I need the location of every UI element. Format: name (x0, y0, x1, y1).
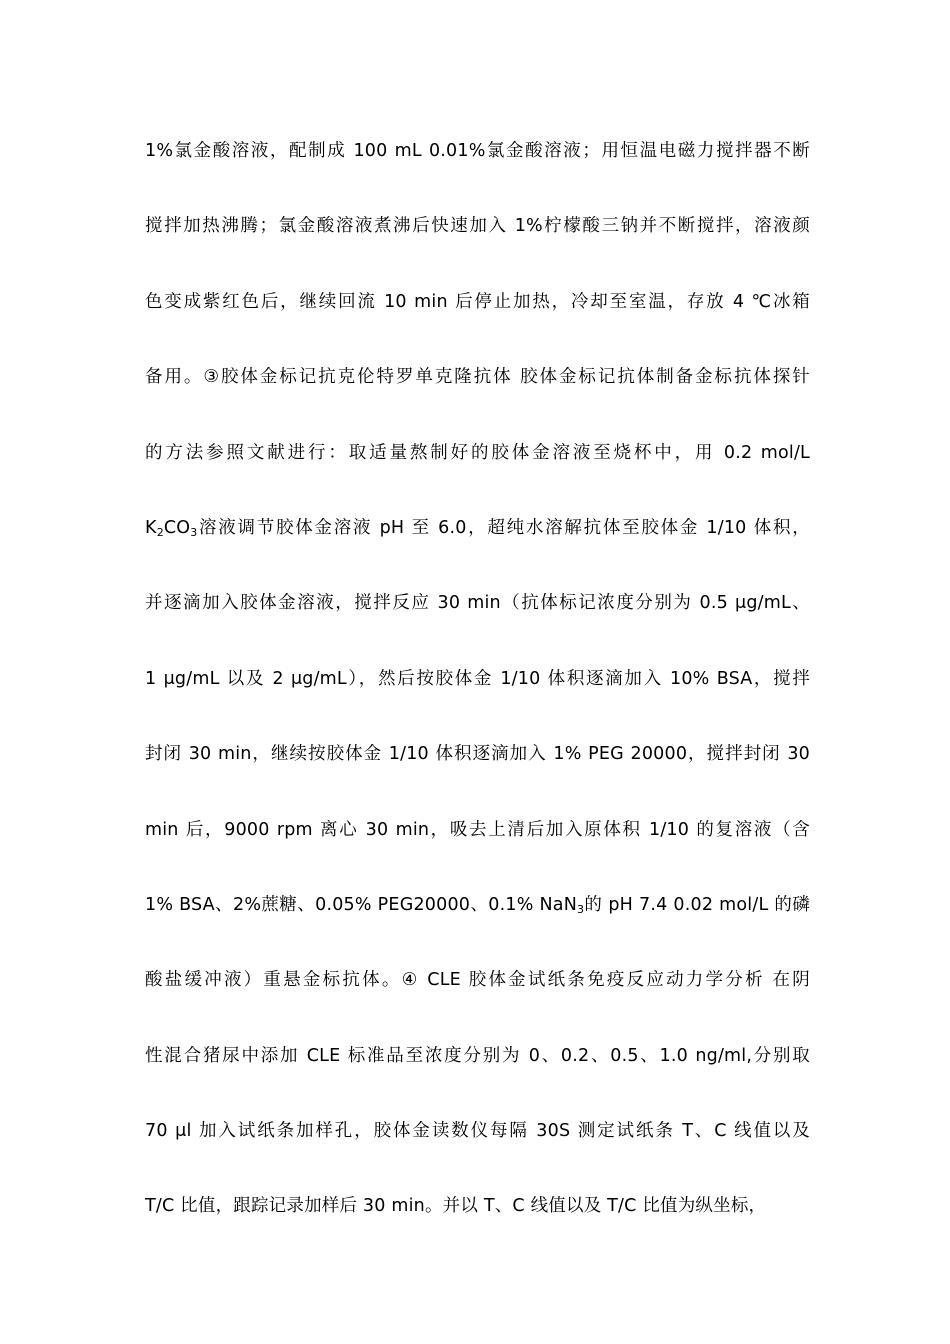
text-line-11-rest: 的 pH 7.4 0.02 mol/L 的磷 (584, 894, 810, 915)
text-line-11 (145, 885, 810, 960)
text-line-4: 备用。③胶体金标记抗克伦特罗单克隆抗体 胶体金标记抗体制备金标抗体探针 (145, 367, 810, 388)
formula-k: K (145, 517, 157, 538)
text-line-14: 70 μl 加入试纸条加样孔，胶体金读数仪每隔 30S 测定试纸条 T、C 线值以及 (145, 1121, 810, 1142)
text-line-7: 并逐滴加入胶体金溶液，搅拌反应 30 min（抗体标记浓度分别为 0.5 μg/mL、 (145, 593, 810, 614)
subscript-2: 2 (156, 525, 164, 539)
text-line-8: 1 μg/mL 以及 2 μg/mL），然后按胶体金 1/10 体积逐滴加入 10% BSA，搅拌 (145, 668, 810, 689)
body-paragraph (145, 131, 810, 1262)
subscript-3: 3 (577, 902, 585, 916)
formula-co: CO (163, 517, 191, 538)
text-line-6-rest: 溶液调节胶体金溶液 pH 至 6.0，超纯水溶解抗体至胶体金 1/10 体积， (197, 517, 810, 538)
text-line-12: 酸盐缓冲液）重悬金标抗体。④ CLE 胶体金试纸条免疫反应动力学分析 在阴 (145, 970, 810, 991)
text-line-3: 色变成紫红色后，继续回流 10 min 后停止加热，冷却至室温，存放 4 ℃冰箱 (145, 291, 810, 312)
text-line-6 (145, 508, 810, 583)
text-line-15: T/C 比值，跟踪记录加样后 30 min。并以 T、C 线值以及 T/C 比值为纵坐标， (145, 1196, 767, 1217)
text-line-1: 1%氯金酸溶液，配制成 100 mL 0.01%氯金酸溶液；用恒温电磁力搅拌器不断 (145, 141, 810, 161)
text-line-5: 的方法参照文献进行：取适量熬制好的胶体金溶液至烧杯中，用 0.2 mol/L (145, 442, 810, 463)
text-line-9: 封闭 30 min，继续按胶体金 1/10 体积逐滴加入 1% PEG 20000，搅拌封闭 30 (145, 744, 810, 765)
text-line-10: min 后，9000 rpm 离心 30 min，吸去上清后加入原体积 1/10 的复溶液（含 (145, 819, 810, 840)
text-line-13: 性混合猪尿中添加 CLE 标准品至浓度分别为 0、0.2、0.5、1.0 ng/ml,分别取 (145, 1045, 810, 1066)
text-line-11-start: 1% BSA、2%蔗糖、0.05% PEG20000、0.1% NaN (145, 894, 578, 915)
text-line-2: 搅拌加热沸腾；氯金酸溶液煮沸后快速加入 1%柠檬酸三钠并不断搅拌，溶液颜 (145, 216, 810, 237)
subscript-3: 3 (190, 525, 198, 539)
